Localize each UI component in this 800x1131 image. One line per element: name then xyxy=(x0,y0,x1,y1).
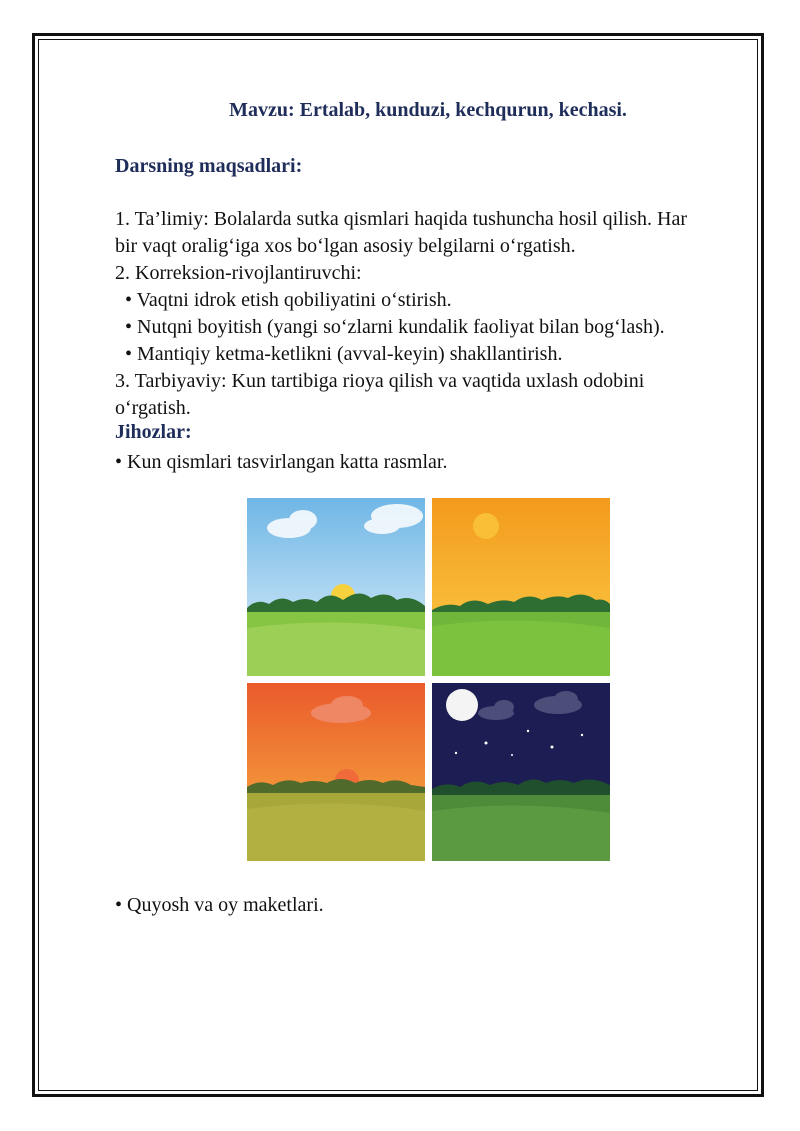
equipment-item: • Kun qismlari tasvirlangan katta rasmlar. xyxy=(115,451,448,473)
day-picture xyxy=(432,498,610,676)
goal-3-line-2: o‘rgatish. xyxy=(115,397,191,419)
goals-heading: Darsning maqsadlari: xyxy=(115,155,303,177)
goal-2-title: 2. Korreksion-rivojlantiruvchi: xyxy=(115,262,362,284)
goal-2-bullet: • Nutqni boyitish (yangi so‘zlarni kundalik faoliyat bilan bog‘lash). xyxy=(125,316,665,338)
morning-picture xyxy=(247,498,425,676)
goal-1-line-1: 1. Ta’limiy: Bolalarda sutka qismlari haqida tushuncha hosil qilish. Har xyxy=(115,208,688,230)
goal-2-bullet: • Mantiqiy ketma-ketlikni (avval-keyin) shakllantirish. xyxy=(125,343,563,365)
goal-2-bullet: • Vaqtni idrok etish qobiliyatini o‘stirish. xyxy=(125,289,452,311)
equipment-item: • Quyosh va oy maketlari. xyxy=(115,894,324,916)
evening-picture xyxy=(247,683,425,861)
equipment-heading: Jihozlar: xyxy=(115,421,192,443)
goal-3-line-1: 3. Tarbiyaviy: Kun tartibiga rioya qilish va vaqtida uxlash odobini xyxy=(115,370,645,392)
page-title: Mavzu: Ertalab, kunduzi, kechqurun, kechasi. xyxy=(229,99,627,121)
night-picture xyxy=(432,683,610,861)
times-of-day-illustration xyxy=(247,498,610,861)
goal-1-line-2: bir vaqt oralig‘iga xos bo‘lgan asosiy belgilarni o‘rgatish. xyxy=(115,235,576,257)
